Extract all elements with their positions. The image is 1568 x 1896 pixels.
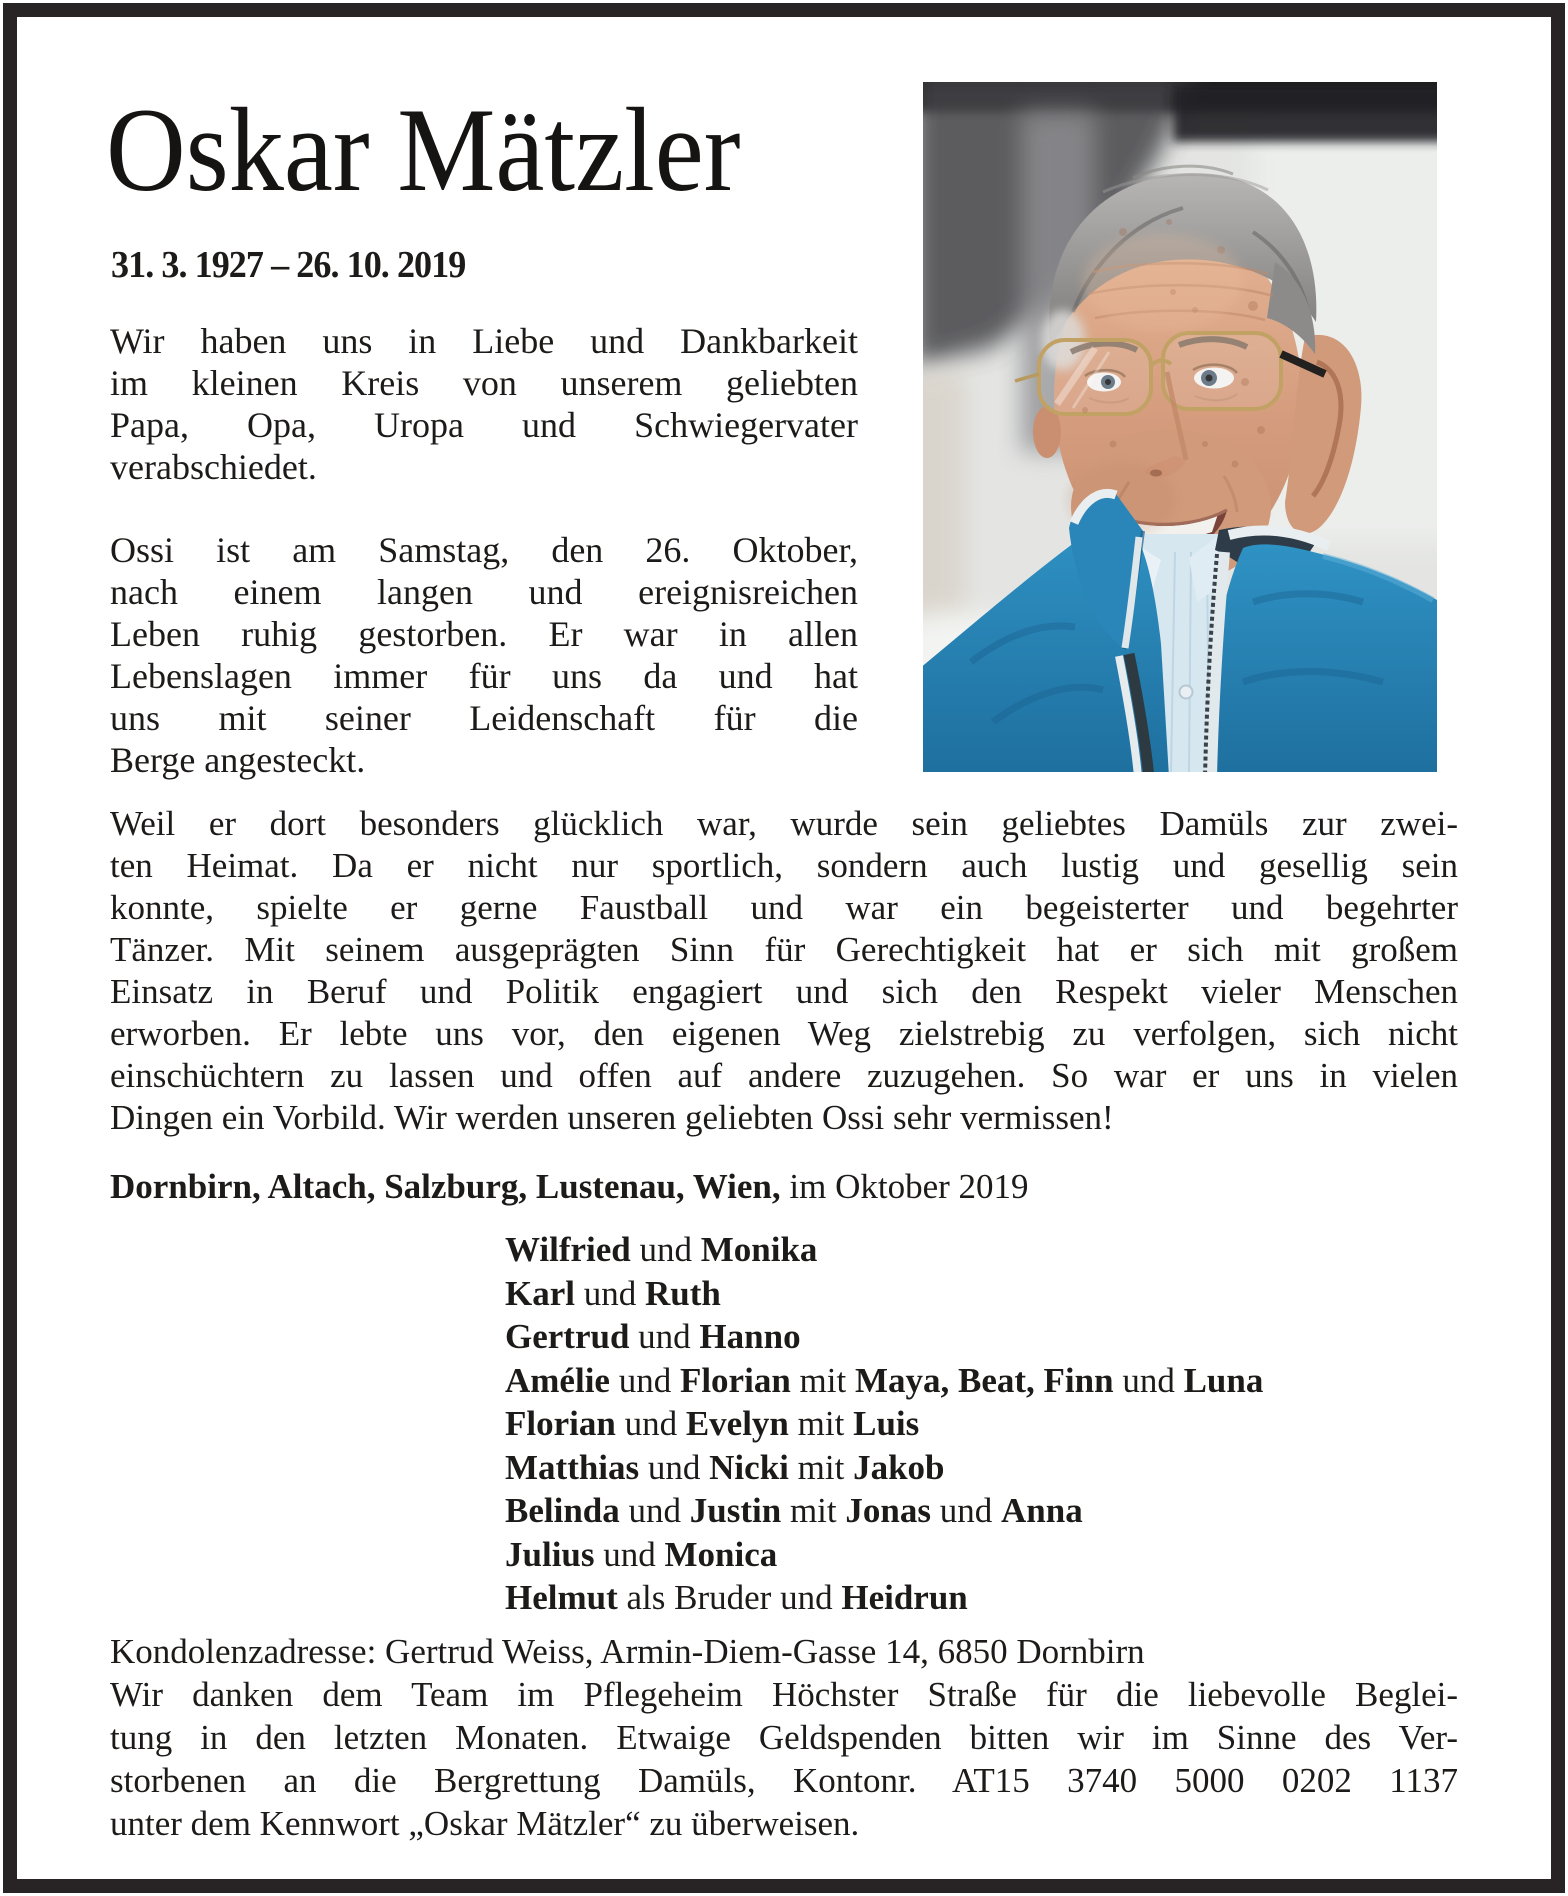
deceased-name: Oskar Mätzler	[106, 83, 741, 216]
family-name: Jonas	[845, 1491, 931, 1530]
text-line: uns mit seiner Leidenschaft für die	[110, 698, 858, 738]
condolence-thanks	[110, 1673, 1458, 1845]
text-line: konnte, spielte er gerne Faustball und war ein begeisterter und begehrter	[110, 888, 1458, 927]
family-connector: und	[639, 1447, 710, 1487]
family-name: Nicki	[709, 1447, 789, 1487]
text-line: nach einem langen und ereignisreichen	[110, 572, 858, 612]
family-row	[505, 1576, 1465, 1620]
family-connector: mit	[790, 1360, 855, 1400]
family-name: Gertrud	[505, 1317, 630, 1356]
text-line: Dingen ein Vorbild. Wir werden unseren geliebten Ossi sehr vermissen!	[110, 1098, 1114, 1137]
text-line: Berge angesteckt.	[110, 740, 366, 780]
family-connector: und	[619, 1491, 690, 1530]
family-name: Matthias	[505, 1447, 640, 1487]
text-line: Weil er dort besonders glücklich war, wurde sein geliebtes Damüls zur zwei-	[110, 804, 1458, 843]
family-name: Luis	[853, 1404, 920, 1443]
text-line: Papa, Opa, Uropa und Schwiegervater	[110, 405, 858, 445]
family-row	[505, 1359, 1465, 1403]
condolence-paragraph	[110, 1630, 1458, 1845]
farewell-paragraph	[110, 320, 858, 488]
family-row	[505, 1272, 1465, 1316]
family-connector: und	[630, 1230, 701, 1269]
family-name: Amélie	[505, 1360, 610, 1400]
family-connector: und	[615, 1404, 686, 1443]
portrait-illustration	[923, 82, 1437, 772]
family-name: Ruth	[644, 1273, 721, 1313]
life-dates: 31. 3. 1927 – 26. 10. 2019	[111, 244, 466, 286]
family-connector: mit	[788, 1447, 854, 1487]
family-connector: mit	[788, 1404, 854, 1443]
text-line: verabschiedet.	[110, 447, 317, 487]
family-connector: und	[1113, 1360, 1184, 1400]
family-connector: als Bruder und	[617, 1578, 842, 1617]
family-name: Evelyn	[685, 1404, 789, 1443]
family-name: Jakob	[853, 1447, 945, 1487]
portrait-photo	[923, 82, 1437, 772]
family-row	[505, 1228, 1465, 1272]
family-connector: und	[609, 1360, 680, 1400]
family-name: Luna	[1183, 1360, 1264, 1400]
family-name: Wilfried	[505, 1230, 631, 1269]
text-line: erworben. Er lebte uns vor, den eigenen Weg zielstrebig zu verfolgen, sich nicht	[110, 1014, 1458, 1053]
family-name: Florian	[679, 1360, 791, 1400]
text-line: Einsatz in Beruf und Politik engagiert und sich den Respekt vieler Menschen	[110, 972, 1458, 1011]
text-line: im kleinen Kreis von unserem geliebten	[110, 363, 858, 403]
family-connector: und	[629, 1317, 700, 1356]
dateline	[110, 1166, 1029, 1208]
text-line: unter dem Kennwort „Oskar Mätzler“ zu überweisen.	[110, 1804, 860, 1843]
family-name: Florian	[505, 1404, 616, 1443]
text-line: Lebenslagen immer für uns da und hat	[110, 656, 858, 696]
family-name: Maya, Beat, Finn	[854, 1360, 1114, 1400]
tribute-paragraph	[110, 803, 1458, 1139]
family-name: Anna	[1000, 1491, 1083, 1530]
family-names-list	[505, 1228, 1465, 1620]
family-row	[505, 1489, 1465, 1533]
text-line: Tänzer. Mit seinem ausgeprägten Sinn für Gerechtigkeit hat er sich mit großem	[110, 930, 1458, 969]
family-row	[505, 1315, 1465, 1359]
family-row	[505, 1402, 1465, 1446]
family-connector: mit	[781, 1491, 846, 1530]
text-line: tung in den letzten Monaten. Etwaige Geldspenden bitten wir im Sinne des Ver-	[110, 1718, 1458, 1757]
text-line: storbenen an die Bergrettung Damüls, Kontonr. AT15 3740 5000 0202 1137	[110, 1761, 1458, 1800]
family-name: Justin	[689, 1491, 782, 1530]
family-name: Helmut	[505, 1578, 618, 1617]
family-connector: und	[574, 1273, 645, 1313]
family-name: Julius	[505, 1534, 595, 1574]
family-name: Monika	[700, 1230, 818, 1269]
text-line: Wir haben uns in Liebe und Dankbarkeit	[110, 321, 858, 361]
dateline-date: im Oktober 2019	[780, 1167, 1029, 1206]
family-name: Monica	[664, 1534, 778, 1574]
text-line: ten Heimat. Da er nicht nur sportlich, sondern auch lustig und gesellig sein	[110, 846, 1458, 885]
text-line: Wir danken dem Team im Pflegeheim Höchster Straße für die liebevolle Beglei-	[110, 1675, 1458, 1714]
text-line: Leben ruhig gestorben. Er war in allen	[110, 614, 858, 654]
text-line: einschüchtern zu lassen und offen auf andere zuzugehen. So war er uns in vielen	[110, 1056, 1458, 1095]
family-name: Karl	[505, 1273, 575, 1313]
family-name: Hanno	[699, 1317, 801, 1356]
condolence-address: Kondolenzadresse: Gertrud Weiss, Armin-Diem-Gasse 14, 6850 Dornbirn	[110, 1632, 1145, 1671]
family-connector: und	[594, 1534, 665, 1574]
family-row	[505, 1446, 1465, 1490]
passing-paragraph	[110, 529, 858, 781]
dateline-places: Dornbirn, Altach, Salzburg, Lustenau, Wien,	[110, 1167, 781, 1206]
family-name: Heidrun	[841, 1578, 968, 1617]
text-line: Ossi ist am Samstag, den 26. Oktober,	[110, 530, 858, 570]
family-row	[505, 1533, 1465, 1577]
family-name: Belinda	[505, 1491, 620, 1530]
family-connector: und	[930, 1491, 1001, 1530]
